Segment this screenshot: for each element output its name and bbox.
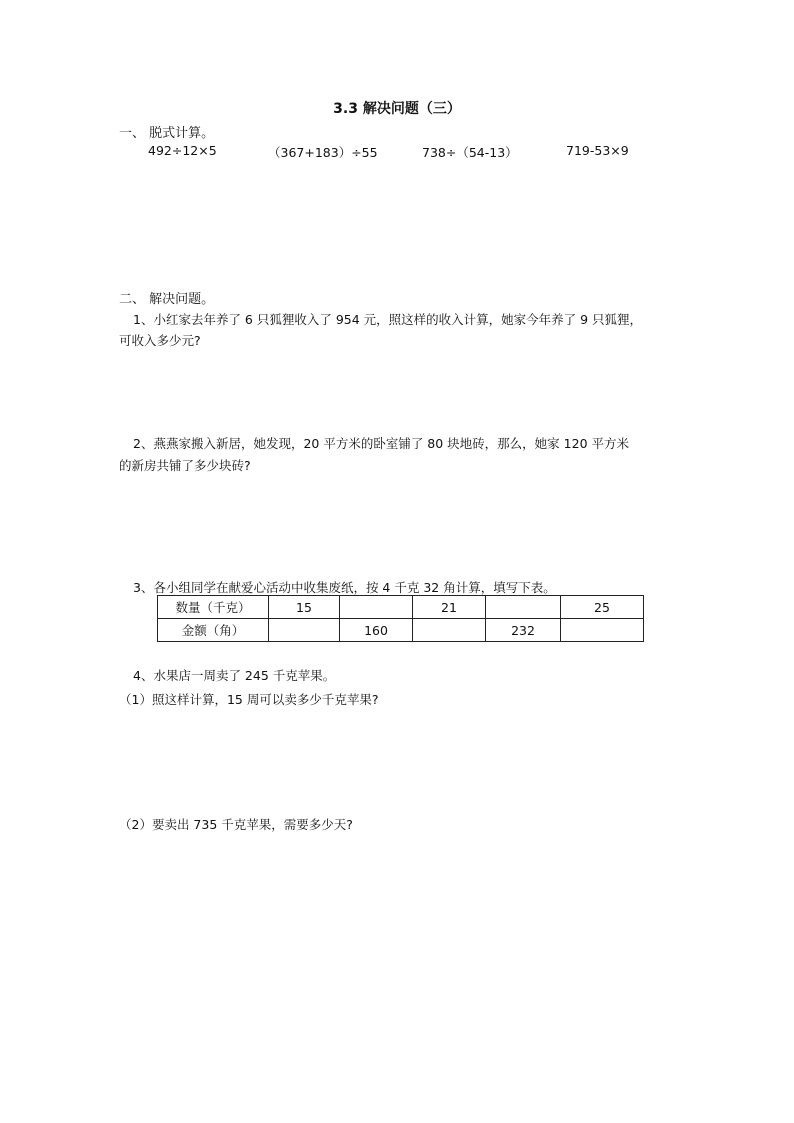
- table-cell: 232: [486, 619, 561, 642]
- table-row: [158, 596, 644, 619]
- question-2-line-1: 2、燕燕家搬入新居，她发现，20 平方米的卧室铺了 80 块地砖，那么，她家 120 平方米: [133, 436, 629, 451]
- question-3-line-1: 3、各小组同学在献爱心活动中收集废纸，按 4 千克 32 角计算，填写下表。: [133, 580, 556, 595]
- answer-table: [157, 595, 644, 642]
- table-row: [158, 619, 644, 642]
- page-title: 3.3 解决问题（三）: [333, 101, 461, 117]
- table-cell: 21: [413, 596, 486, 619]
- section-1-heading: 一、 脱式计算。: [119, 126, 215, 141]
- table-cell: [269, 619, 340, 642]
- question-4-line-1: 4、水果店一周卖了 245 千克苹果。: [133, 668, 336, 683]
- expression-1: 492÷12×5: [148, 143, 217, 158]
- row-header-quantity: 数量（千克）: [158, 596, 269, 619]
- table-cell: [340, 596, 413, 619]
- table-cell: 15: [269, 596, 340, 619]
- section-2-heading: 二、 解决问题。: [119, 292, 215, 307]
- table-cell: 160: [340, 619, 413, 642]
- expression-3: 738÷（54-13）: [422, 145, 518, 160]
- question-1-line-1: 1、小红家去年养了 6 只狐狸收入了 954 元，照这样的收入计算，她家今年养了 9 只狐狸，: [133, 312, 643, 327]
- question-1-line-2: 可收入多少元?: [119, 333, 201, 348]
- expression-4: 719-53×9: [566, 143, 629, 158]
- table-cell: [561, 619, 644, 642]
- table-cell: 25: [561, 596, 644, 619]
- question-4-sub-1: （1）照这样计算，15 周可以卖多少千克苹果?: [119, 692, 379, 707]
- expression-2: （367+183）÷55: [268, 145, 378, 160]
- table-cell: [486, 596, 561, 619]
- question-2-line-2: 的新房共铺了多少块砖?: [119, 458, 251, 473]
- table-cell: [413, 619, 486, 642]
- question-4-sub-2: （2）要卖出 735 千克苹果，需要多少天?: [119, 817, 353, 832]
- row-header-amount: 金额（角）: [158, 619, 269, 642]
